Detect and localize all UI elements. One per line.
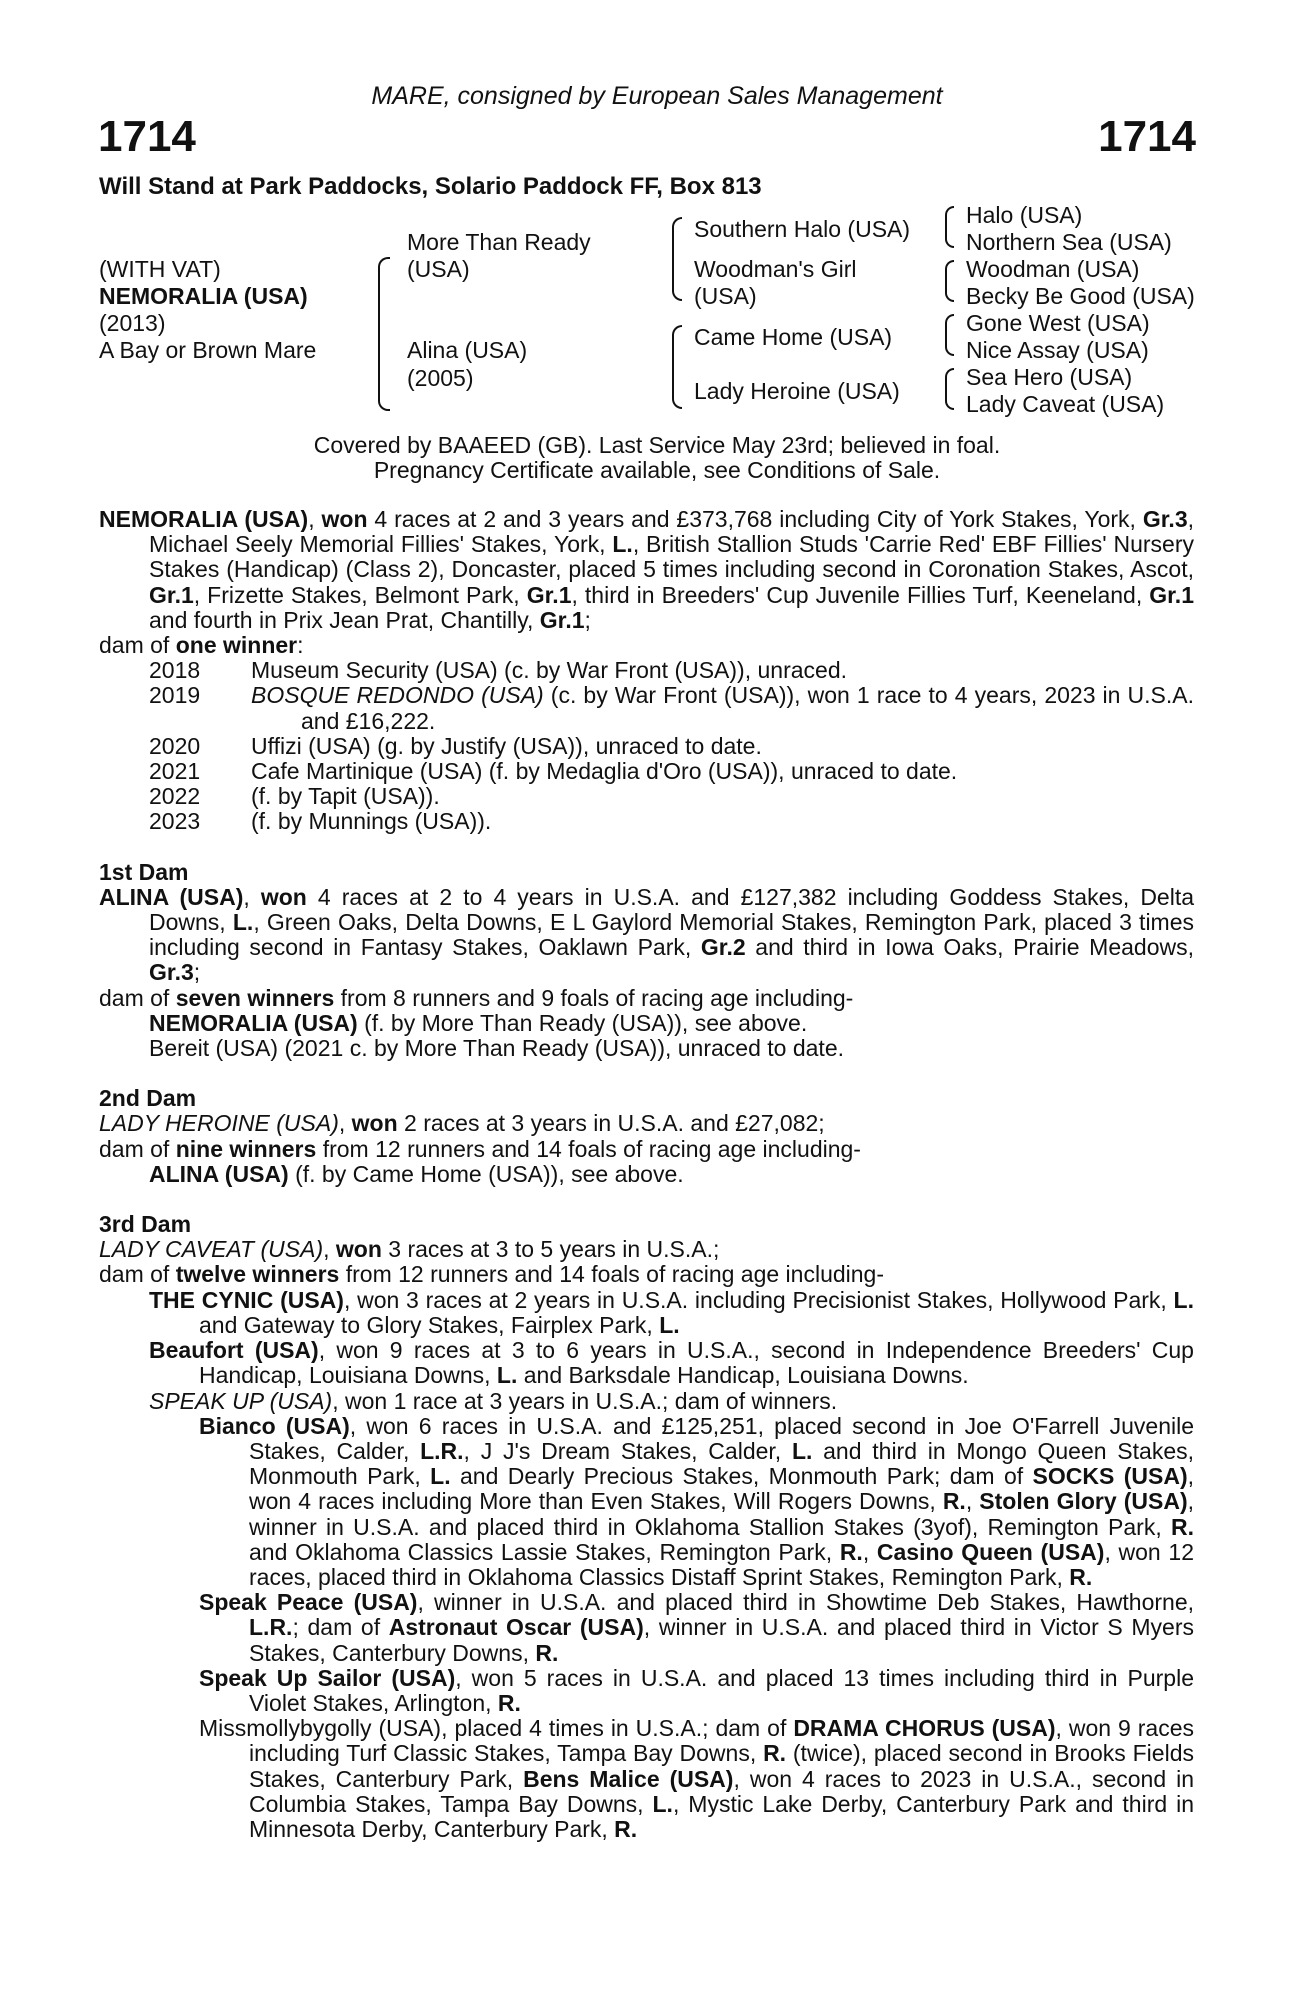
missmollybygolly-record [99,1716,1194,1842]
grade: R. [763,1740,787,1767]
horse-name-bold: Casino Queen (USA) [876,1538,1105,1565]
text: and Barksdale Handicap, Louisiana Downs. [517,1362,969,1389]
bianco-record [99,1414,1194,1590]
lot-number-right: 1714 [1098,112,1196,161]
sire-dam: Woodman's Girl [694,256,857,282]
text: from 12 runners and 14 foals of racing age including- [339,1261,884,1288]
produce-text: Cafe Martinique (USA) (f. by Medaglia d'Oro (USA)), unraced to date. [251,758,958,785]
produce-year: 2018 [149,657,201,684]
produce-year: 2022 [149,783,201,810]
brace-ss [945,206,954,248]
text: ; [584,606,591,633]
text: , won 4 races to 2023 in U.S.A., second in Columbia Stakes, Tampa Bay Downs, [249,1765,1194,1817]
produce-name: BOSQUE REDONDO (USA) [251,682,544,709]
horse-name-italic: SPEAK UP (USA) [149,1387,333,1414]
grade: L. [496,1362,518,1389]
grade: Gr.1 [526,581,572,608]
covered-line-1: Covered by BAAEED (GB). Last Service May 23rd; believed in foal. [313,432,1001,458]
produce-row [99,683,1194,733]
dam-name: Alina (USA) [407,337,528,363]
winners-count: seven winners [175,984,335,1011]
alina-offspring [99,1011,1194,1036]
text: and third in Mongo Queen Stakes, Monmouth Park, [249,1437,1195,1490]
stand-location: Will Stand at Park Paddocks, Solario Paddock FF, Box 813 [99,173,762,200]
the-cynic-record [99,1288,1194,1338]
sss: Halo (USA) [966,202,1083,228]
text: , Mystic Lake Derby, Canterbury Park and third in Minnesota Derby, Canterbury Park, [249,1790,1194,1842]
dds: Sea Hero (USA) [966,364,1133,390]
grade: Gr.3 [149,959,194,986]
won-label: won [335,1236,382,1263]
grade: R. [497,1689,521,1716]
grade: L. [232,909,254,936]
horse-name-bold: Bens Malice (USA) [523,1765,734,1792]
text: , winner in U.S.A. and placed third in Showtime Deb Stakes, Hawthorne, [417,1589,1194,1616]
text: , Michael Seely Memorial Fillies' Stakes, York, [149,506,1195,558]
lady-caveat-dam-of [99,1262,1194,1287]
text: (twice), placed second in Brooks Fields Stakes, Canterbury Park, [249,1740,1194,1792]
text: 3 races at 3 to 5 years in U.S.A.; [381,1236,720,1263]
produce-text: (f. by Tapit (USA)). [251,783,440,810]
dsd: Nice Assay (USA) [966,337,1149,363]
grade: Gr.3 [1142,506,1188,532]
sds: Woodman (USA) [966,256,1140,282]
grade: L. [612,531,633,558]
horse-name-bold: Astronaut Oscar (USA) [388,1614,644,1641]
text: , winner in U.S.A. and placed third in Victor S Myers Stakes, Canterbury Downs, [249,1614,1195,1666]
dam-dam: Lady Heroine (USA) [694,378,900,404]
text: , winner in U.S.A. and placed third in Oklahoma Stallion Stakes (3yof), Remington Park, [249,1488,1195,1540]
horse-name-bold: ALINA (USA) [149,1160,289,1187]
speak-peace-record [99,1590,1194,1666]
text: , [862,1538,877,1565]
produce-year: 2021 [149,758,201,785]
grade: L. [652,1790,673,1817]
produce-text: Museum Security (USA) (c. by War Front (USA)), unraced. [251,657,848,684]
lady-heroine-record: LADY HEROINE (USA), won 2 races at 3 years in U.S.A. and £27,082; [99,1110,825,1137]
sire-name: More Than Ready [407,229,591,255]
second-dam-heading: 2nd Dam [99,1085,197,1112]
produce-year: 2023 [149,808,201,835]
ddd: Lady Caveat (USA) [966,391,1165,417]
consignor-line: MARE, consigned by European Sales Management [371,82,943,110]
alina-offspring [99,1036,1194,1061]
horse-name-bold: Stolen Glory (USA) [979,1488,1188,1515]
text: : [297,632,304,659]
beaufort-record [99,1338,1194,1388]
produce-row [99,809,1194,834]
text: , J J's Dream Stakes, Calder, [463,1437,792,1464]
text: dam of [99,632,176,659]
horse-name-bold: ALINA (USA) [99,883,244,910]
horse-name-bold: Speak Peace (USA) [199,1589,418,1616]
produce-row [99,658,1194,683]
brace-ds [945,314,954,356]
race-record-body [99,507,1194,1842]
text: 2 races at 3 years in U.S.A. and £27,082; [397,1110,825,1137]
produce-row [99,759,1194,784]
horse-description: A Bay or Brown Mare [99,337,317,363]
grade: R. [839,1538,863,1565]
grade: L. [1173,1286,1194,1313]
lady-caveat-record: LADY CAVEAT (USA), won 3 races at 3 to 5 years in U.S.A.; [99,1236,720,1263]
ssd: Northern Sea (USA) [966,229,1172,255]
produce-text: (f. by Munnings (USA)). [251,808,492,835]
text: , won 3 races at 2 years in U.S.A. including Precisionist Stakes, Hollywood Park, [343,1286,1174,1313]
first-dam-heading: 1st Dam [99,858,189,885]
produce-text [251,683,1194,733]
brace-dam [672,325,682,409]
text: dam of [99,1261,176,1288]
speak-up-sailor-record [99,1666,1194,1716]
horse-name-bold: Bianco (USA) [199,1412,350,1439]
lady-heroine-dam-of [99,1137,1194,1162]
winners-count: one winner [175,632,298,659]
text: , British Stallion Studs 'Carrie Red' EBF Fillies' Nursery Stakes (Handicap) (Class 2), Doncaster, placed 5 times including second in Coronation Stakes, Ascot, [149,531,1195,583]
produce-year: 2020 [149,732,201,759]
sdd: Becky Be Good (USA) [966,283,1195,309]
text: 4 races at 2 to 4 years in U.S.A. and £127,382 including Goddess Stakes, Delta Downs, [149,883,1195,936]
text: , won 4 races including More than Even Stakes, Will Rogers Downs, [249,1463,1194,1515]
speak-up-record [99,1389,1194,1414]
nemoralia-record: NEMORALIA (USA), won 4 races at 2 and 3 years and £373,768 including City of York Stakes, York, Gr.3, Michael Seely Memorial Fillies' Stakes, York, L., British Stallion Studs 'Carrie Red' EBF Fillies' Nursery Stakes (Handicap) (Class 2), Doncaster, placed 5 times including second in Coronation Stakes, Ascot, Gr.1, Frizette Stakes, Belmont Park, Gr.1, third in Breeders' Cup Juvenile Fillies Turf, Keeneland, Gr.1 and fourth in Prix Jean Prat, Chantilly, Gr.1; [99,506,1195,633]
text: and Gateway to Glory Stakes, Fairplex Park, [199,1311,660,1338]
grade: Gr.1 [1149,581,1194,608]
text: ; [193,959,201,986]
third-dam-heading: 3rd Dam [99,1211,192,1238]
text: , Frizette Stakes, Belmont Park, [193,581,527,608]
horse-name-bold: DRAMA CHORUS (USA) [793,1715,1056,1742]
text: and Oklahoma Classics Lassie Stakes, Remington Park, [249,1538,840,1565]
text: Missmollybygolly (USA), placed 4 times in U.S.A.; dam of [199,1715,794,1742]
text: dam of [99,984,176,1011]
horse-name-bold: Speak Up Sailor (USA) [199,1664,456,1691]
grade: R. [942,1488,966,1515]
text: , won 6 races in U.S.A. and £125,251, placed second in Joe O'Farrell Juvenile Stakes, Calder, [249,1412,1194,1464]
dam-sire: Came Home (USA) [694,324,893,350]
grade: L. [791,1437,813,1464]
lot-number-left: 1714 [98,112,196,161]
text: , third in Breeders' Cup Juvenile Fillies Turf, Keeneland, [571,581,1150,608]
winners-count: twelve winners [175,1261,340,1288]
horse-name-bold: Beaufort (USA) [149,1337,319,1364]
won-label: won [260,883,307,910]
brace-dd [945,368,954,410]
brace-gen1 [378,257,390,411]
grade: Gr.2 [700,934,746,961]
text: and Dearly Precious Stakes, Monmouth Park; dam of [450,1463,1033,1490]
dam-year: (2005) [407,365,474,391]
grade: L. [430,1463,451,1490]
spacer [99,1187,1194,1212]
sire-sire: Southern Halo (USA) [694,216,911,242]
text: (f. by More Than Ready (USA)), see above. [357,1009,808,1036]
vat-note: (WITH VAT) [99,256,221,282]
horse-name-italic: LADY CAVEAT (USA) [99,1236,324,1263]
horse-name: NEMORALIA (USA) [99,283,308,309]
grade: L. [659,1311,680,1338]
grade: R. [535,1639,559,1666]
won-label: won [321,506,368,532]
text: from 12 runners and 14 foals of racing age including- [316,1135,861,1162]
dss: Gone West (USA) [966,310,1150,336]
grade: L.R. [249,1614,293,1641]
grade: R. [1069,1563,1093,1590]
text: , won 9 races at 3 to 6 years in U.S.A., second in Independence Breeders' Cup Handicap, Louisiana Downs, [199,1337,1194,1389]
horse-year: (2013) [99,310,166,336]
produce-row [99,734,1194,759]
won-label: won [351,1110,398,1137]
text: , won 1 race at 3 years in U.S.A.; dam of winners. [332,1387,838,1414]
grade: Gr.1 [149,581,194,608]
text: , won 12 races, placed third in Oklahoma Classics Distaff Sprint Stakes, Remington Park, [249,1538,1194,1590]
produce-row [99,784,1194,809]
sire-origin: (USA) [407,256,470,282]
text: from 8 runners and 9 foals of racing age including- [334,984,854,1011]
alina-dam-of [99,986,1194,1011]
produce-list [99,658,1194,834]
spacer [99,1061,1194,1086]
text: dam of [99,1135,176,1162]
covered-line-2: Pregnancy Certificate available, see Conditions of Sale. [373,457,941,483]
alina-record: ALINA (USA), won 4 races at 2 to 4 years in U.S.A. and £127,382 including Goddess Stakes, Delta Downs, L., Green Oaks, Delta Downs, E L Gaylord Memorial Stakes, Remington Park, placed 3 times including second in Fantasy Stakes, Oaklawn Park, Gr.2 and third in Iowa Oaks, Prairie Meadows, Gr.3; [99,883,1195,986]
winners-count: nine winners [175,1135,317,1162]
horse-name-bold: THE CYNIC (USA) [149,1286,344,1313]
text: (f. by Came Home (USA)), see above. [288,1160,684,1187]
grade: L.R. [420,1437,464,1464]
sire-dam-origin: (USA) [694,283,757,309]
grade: R. [614,1815,638,1842]
text: Bereit (USA) (2021 c. by More Than Ready (USA)), unraced to date. [149,1035,844,1062]
horse-name-bold: NEMORALIA (USA) [99,506,309,532]
text: , [965,1488,980,1515]
text: 4 races at 2 and 3 years and £373,768 including City of York Stakes, York, [367,506,1143,532]
grade: R. [1171,1513,1194,1540]
text: , won 9 races including Turf Classic Stakes, Tampa Bay Downs, [249,1715,1194,1767]
nemoralia-dam-of [99,633,1194,658]
brace-sd [945,260,954,302]
lady-heroine-offspring [99,1162,1194,1187]
text: (c. by War Front (USA)), won 1 race to 4 years, 2023 in U.S.A. and £16,222. [301,682,1194,734]
text: ; dam of [292,1614,389,1641]
grade: Gr.1 [539,606,585,633]
text: and third in Iowa Oaks, Prairie Meadows, [745,934,1194,961]
text: and fourth in Prix Jean Prat, Chantilly, [149,606,540,633]
text: , Green Oaks, Delta Downs, E L Gaylord Memorial Stakes, Remington Park, placed 3 times including second in Fantasy Stakes, Oaklawn Park, [149,909,1194,961]
text: , won 5 races in U.S.A. and placed 13 times including third in Purple Violet Stakes, Arlington, [249,1664,1195,1716]
brace-sire [672,217,682,301]
produce-text: Uffizi (USA) (g. by Justify (USA)), unraced to date. [251,732,762,759]
horse-name-italic: LADY HEROINE (USA) [99,1110,339,1137]
horse-name-bold: NEMORALIA (USA) [149,1009,358,1036]
spacer [99,835,1194,860]
horse-name-bold: SOCKS (USA) [1032,1463,1188,1490]
produce-year: 2019 [149,682,201,709]
